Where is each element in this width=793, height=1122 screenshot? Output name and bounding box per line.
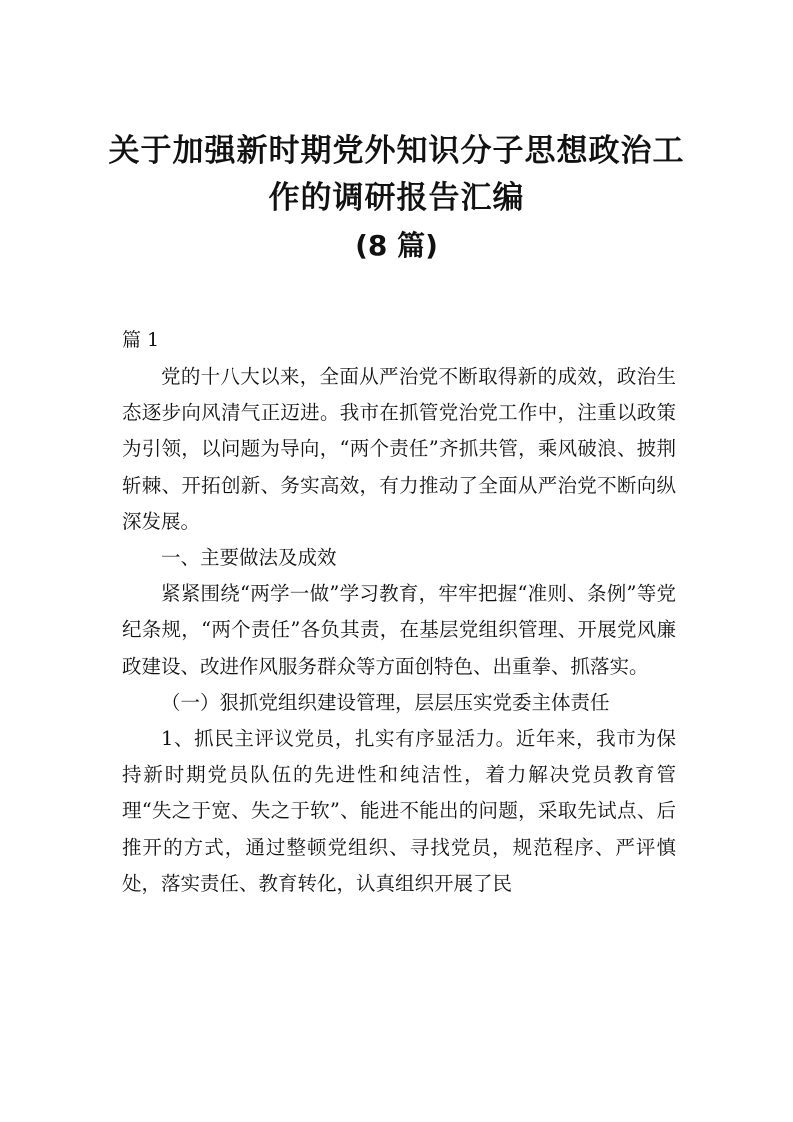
paragraph-democratic-review: 1、抓民主评议党员，扎实有序显活力。近年来，我市为保持新时期党员队伍的先进性和纯洁性，着力解决党员教育管理“失之于宽、失之于软”、能进不能出的问题，采取先试点、后推开的方式，通过整顿党组织、寻找党员，规范程序、严评慎处，落实责任、教育转化，认真组织开展了民 [122,727,676,895]
paragraph-summary: 紧紧围绕“两学一做”学习教育，牢牢把握“准则、条例”等党纪条规，“两个责任”各负其责，在基层党组织管理、开展党风廉政建设、改进作风服务群众等方面创特色、出重拳、抓落实。 [122,582,676,678]
document-title-line-2: 作的调研报告汇编 [268,180,525,216]
paragraph-intro: 党的十八大以来，全面从严治党不断取得新的成效，政治生态逐步向风清气正迈进。我市在抓管党治党工作中，注重以政策为引领，以问题为导向，“两个责任”齐抓共管，乘风破浪、披荆斩棘、开拓创新、务实高效，有力推动了全面从严治党不断向纵深发展。 [122,365,676,533]
document-title-line-1: 关于加强新时期党外知识分子思想政治工 [108,133,685,169]
heading-party-organization: （一）狠抓党组织建设管理，层层压实党委主体责任 [161,690,610,714]
document-subtitle: (8 篇) [355,229,438,262]
document-body [122,359,676,902]
section-label: 篇 1 [122,329,160,351]
heading-main-practices: 一、主要做法及成效 [161,546,337,570]
